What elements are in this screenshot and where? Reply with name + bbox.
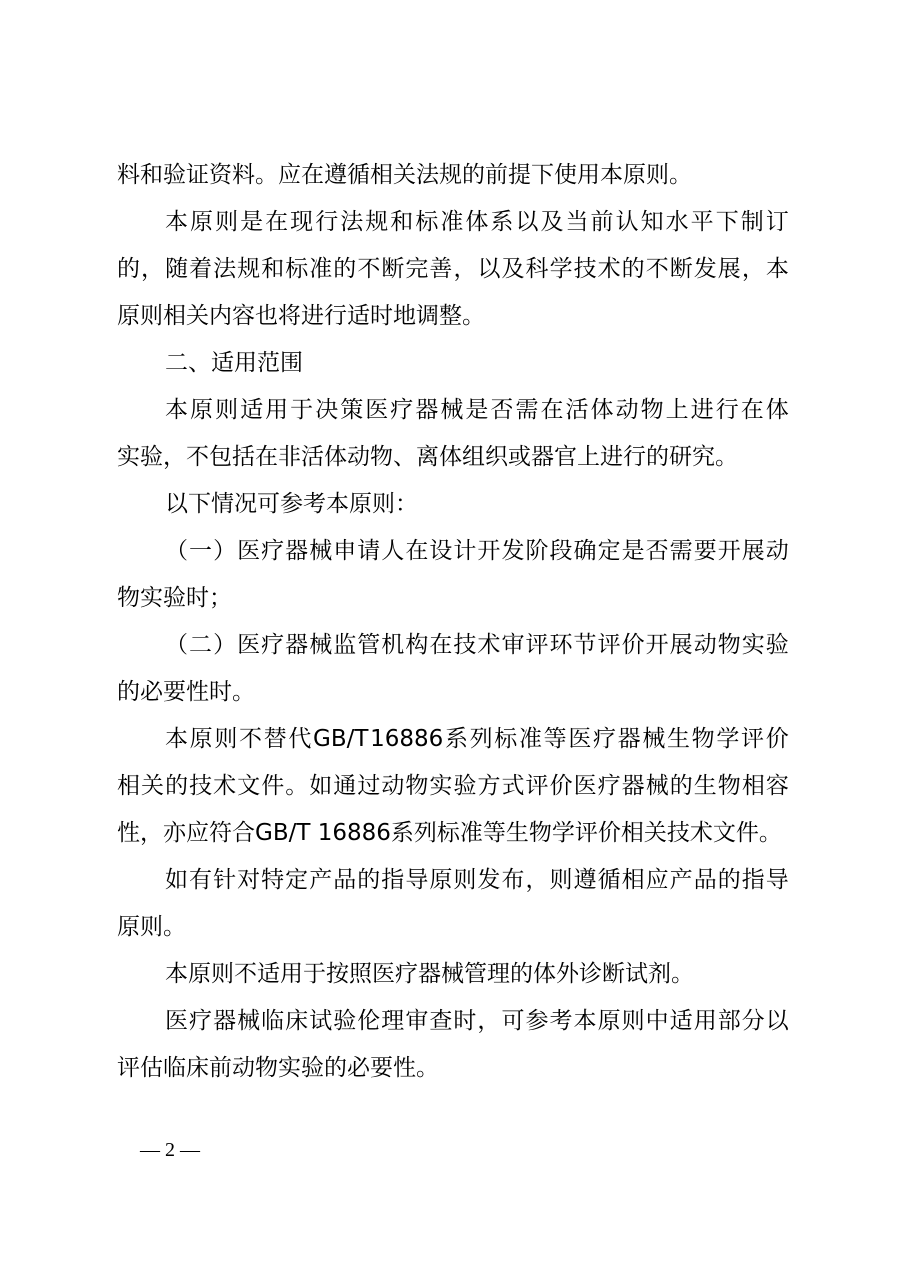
paragraph-line: 本 原 则 适 用 于 决 策 医 疗 器 械 是 否 需 在 活 体 动 物 上 进 行 在 体 [165, 397, 789, 423]
paragraph-line: 以下情况可参考本原则： [165, 491, 418, 517]
paragraph-line: （ 一 ） 医 疗 器 械 申 请 人 在 设 计 开 发 阶 段 确 定 是 否 需 要 开 展 动 [165, 538, 789, 564]
paragraph [117, 622, 789, 716]
paragraph [117, 199, 789, 340]
paragraph-line: 本原则不适用于按照医疗器械管理的体外诊断试剂。 [165, 961, 694, 987]
paragraph-line: 的 ， 随 着 法 规 和 标 准 的 不 断 完 善 ， 以 及 科 学 技 术 的 不 断 发 展 ， 本 [117, 256, 789, 282]
paragraph-line: 本 原 则 不 替 代 GB/T 16886 系 列 标 准 等 医 疗 器 械 生 物 学 评 价 [165, 726, 789, 752]
paragraph-line: 性，亦应符合GB/T 16886系列标准等生物学评价相关技术文件。 [117, 820, 782, 846]
paragraph-line: 相 关 的 技 术 文 件 。 如 通 过 动 物 实 验 方 式 评 价 医 疗 器 械 的 生 物 相 容 [117, 773, 789, 799]
paragraph-line: 实验，不包括在非活体动物、离体组织或器官上进行的研究。 [117, 444, 738, 470]
paragraph-line: 料和验证资料。应在遵循相关法规的前提下使用本原则。 [117, 162, 692, 188]
paragraph-line: 医 疗 器 械 临 床 试 验 伦 理 审 查 时 ， 可 参 考 本 原 则 中 适 用 部 分 以 [165, 1008, 789, 1034]
paragraph-line: 如 有 针 对 特 定 产 品 的 指 导 原 则 发 布 ， 则 遵 循 相 应 产 品 的 指 导 [165, 867, 789, 893]
paragraph-line: 二、适用范围 [165, 350, 303, 376]
paragraph-line: 的必要性时。 [117, 679, 255, 705]
paragraph [117, 951, 789, 998]
paragraph-line: 物实验时； [117, 585, 232, 611]
paragraph [117, 340, 789, 387]
document-body [117, 152, 789, 1092]
paragraph-line: （ 二 ） 医 疗 器 械 监 管 机 构 在 技 术 审 评 环 节 评 价 开 展 动 物 实 验 [165, 632, 789, 658]
paragraph [117, 481, 789, 528]
paragraph-line: 评估临床前动物实验的必要性。 [117, 1055, 439, 1081]
paragraph [117, 387, 789, 481]
paragraph-line: 原则。 [117, 914, 186, 940]
paragraph [117, 998, 789, 1092]
paragraph [117, 857, 789, 951]
paragraph-line: 本 原 则 是 在 现 行 法 规 和 标 准 体 系 以 及 当 前 认 知 水 平 下 制 订 [165, 209, 789, 235]
paragraph [117, 528, 789, 622]
page-number: — 2 — [140, 1139, 200, 1161]
paragraph [117, 716, 789, 857]
paragraph-line: 原则相关内容也将进行适时地调整。 [117, 303, 485, 329]
paragraph [117, 152, 789, 199]
